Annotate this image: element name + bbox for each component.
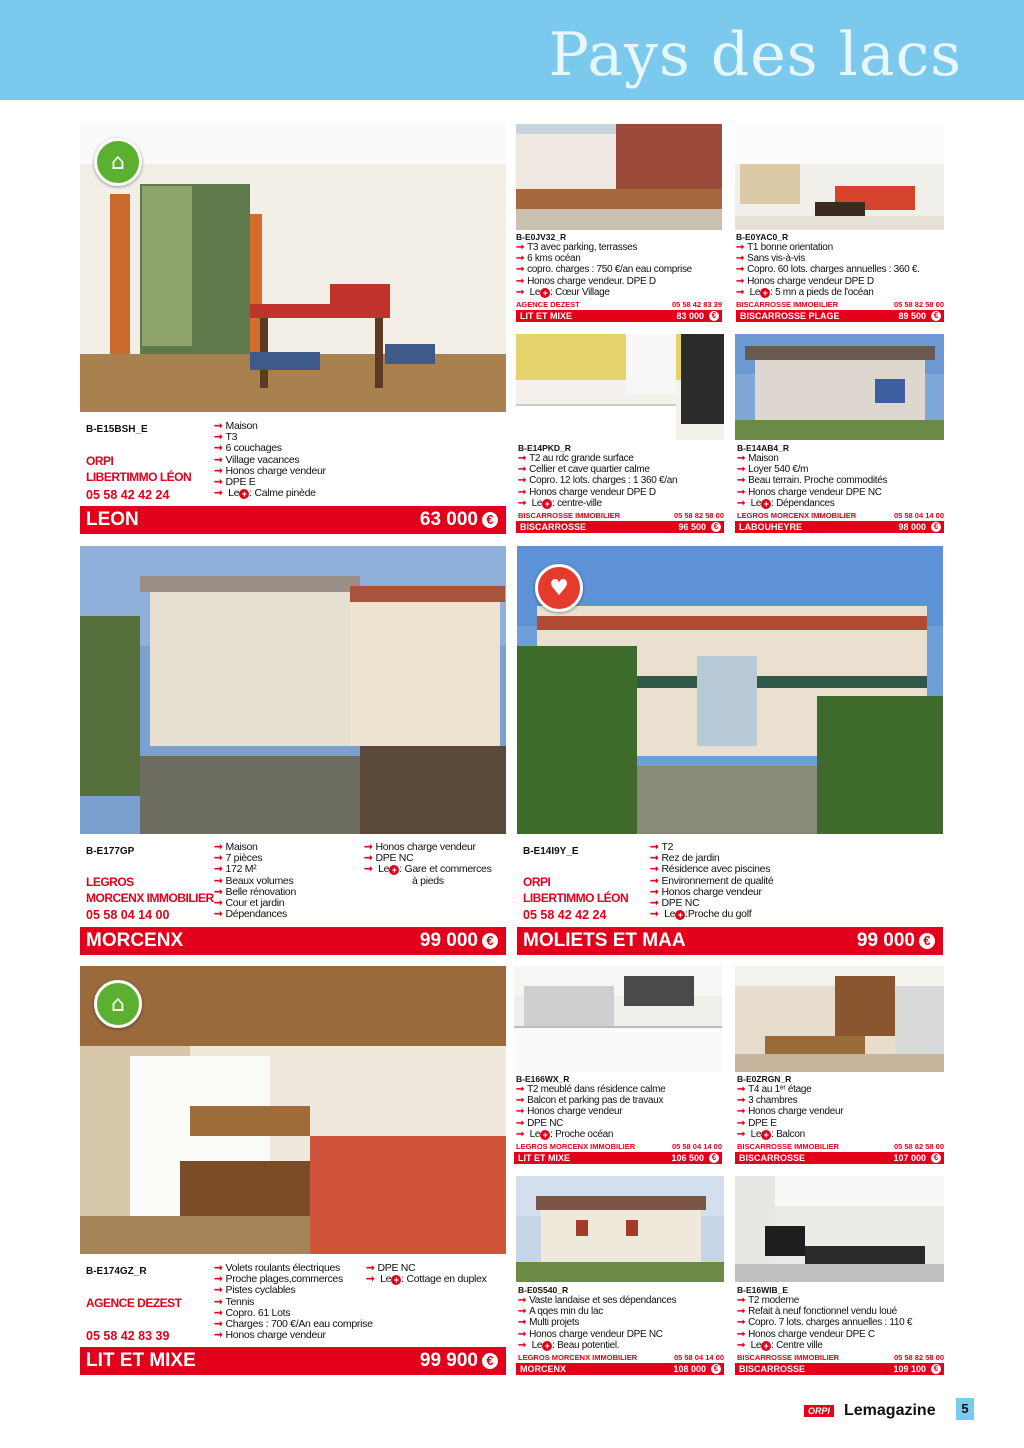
arrow-right-icon: ➞ (518, 1317, 527, 1329)
page-header (0, 0, 1024, 100)
price-bar (80, 506, 506, 534)
listing-photo-small (516, 1176, 724, 1282)
plus-circle-icon: + (391, 1275, 401, 1285)
house-heart-icon: ♥ (535, 564, 583, 612)
listing-photo-small (735, 1176, 944, 1282)
price-bar: LIT ET MIXE 106 500 € (514, 1152, 722, 1164)
listing-photo-small (735, 966, 944, 1072)
arrow-right-icon: ➞ (516, 264, 525, 276)
arrow-right-icon: ➞ (366, 1262, 375, 1274)
listing-ref: B-E15BSH_E (86, 424, 148, 435)
plus-circle-icon: + (542, 1341, 552, 1351)
arrow-right-icon: ➞ (736, 275, 745, 287)
arrow-right-icon: ➞ (518, 475, 527, 487)
agency-line: LEGROS MORCENX IMMOBILIER 05 58 04 14 00 (737, 511, 944, 520)
plus-circle-icon: + (675, 910, 685, 920)
arrow-right-icon: ➞ (516, 1084, 525, 1095)
arrow-right-icon: ➞ (364, 841, 373, 853)
listing-ref: B-E0YAC0_R (736, 232, 789, 242)
arrow-right-icon: ➞ (214, 863, 223, 876)
price-bar: LABOUHEYRE 98 000 € (735, 521, 944, 533)
arrow-right-icon: ➞ (737, 1295, 746, 1306)
arrow-right-icon: ➞ (737, 464, 746, 476)
arrow-right-icon: ➞ (214, 453, 223, 466)
plus-circle-icon: + (761, 499, 771, 509)
price: 63 000 (419, 509, 478, 530)
listing-ref: B-E0JV32_R (516, 232, 567, 242)
feature-item: ➞ DPE E (214, 476, 256, 489)
price-bar: MORCENX 99 000 € (80, 927, 506, 955)
arrow-right-icon: ➞ (214, 852, 223, 865)
arrow-right-icon: ➞ (737, 1306, 746, 1318)
arrow-right-icon: ➞ (518, 1339, 527, 1351)
arrow-right-icon: ➞ (214, 897, 223, 910)
arrow-right-icon: ➞ (518, 1306, 527, 1318)
euro-circle-icon: € (482, 512, 498, 528)
listing-ref: B-E16WIB_E (737, 1285, 789, 1295)
listing-photo-morcenx (80, 546, 506, 834)
arrow-right-icon: ➞ (516, 242, 525, 253)
arrow-right-icon: ➞ (518, 1328, 527, 1340)
arrow-right-icon: ➞ (214, 420, 223, 432)
arrow-right-icon: ➞ (737, 453, 746, 464)
feature-item: ➞ Village vacances (214, 453, 300, 466)
feature-list: ➞ Volets roulants électriques ➞ Proche plages,commerces ➞ Pistes cyclables ➞ Tennis ➞ Copro. 61 Lots ➞ Charges : 700 €/An eau comprise ➞ Honos charge vendeur (214, 1262, 373, 1342)
euro-circle-icon: € (709, 311, 719, 321)
agency-line: LEGROS MORCENX IMMOBILIER 05 58 04 14 00 (516, 1142, 722, 1151)
arrow-right-icon: ➞ (650, 885, 659, 898)
feature-list: ➞ T2 ➞ Rez de jardin ➞ Résidence avec piscines ➞ Environnement de qualité ➞ Honos charge vendeur ➞ DPE NC ➞ Le + :Proche du golf (650, 841, 774, 921)
arrow-right-icon: ➞ (650, 841, 659, 853)
agency-phone: 05 58 42 42 24 (523, 908, 607, 922)
arrow-right-icon: ➞ (214, 1262, 223, 1274)
agency-name: AGENCE DEZEST (86, 1296, 182, 1310)
agency-name: ORPI LIBERTIMMO LÉON (523, 875, 629, 905)
arrow-right-icon: ➞ (516, 1095, 525, 1107)
feature-list-secondary: ➞ DPE NC ➞ Le + : Cottage en duplex (366, 1262, 487, 1286)
plus-circle-icon: + (542, 499, 552, 509)
arrow-right-icon: ➞ (737, 1106, 746, 1118)
feature-item: ➞ Maison (214, 420, 258, 432)
arrow-right-icon: ➞ (214, 464, 223, 477)
arrow-right-icon: ➞ (736, 264, 745, 276)
arrow-right-icon: ➞ (737, 1339, 746, 1351)
feature-list: ➞ T2 au rdc grande surface ➞ Cellier et cave quartier calme ➞ Copro. 12 lots. charges : 1 360 €/an ➞ Honos charge vendeur DPE D ➞ Le + : centre-ville (518, 453, 678, 509)
listing-photo-small (516, 124, 722, 230)
listing-photo-leon (80, 124, 506, 412)
agency-line: BISCARROSSE IMMOBILIER 05 58 82 58 00 (736, 300, 944, 309)
euro-circle-icon: € (931, 1153, 941, 1163)
euro-circle-icon: € (711, 1364, 721, 1374)
arrow-right-icon: ➞ (214, 874, 223, 887)
plus-circle-icon: + (540, 1130, 550, 1140)
agency-phone: 05 58 42 42 24 (86, 488, 170, 502)
arrow-right-icon: ➞ (364, 863, 373, 876)
price-bar: MORCENX 108 000 € (516, 1363, 724, 1375)
agency-phone: 05 58 42 83 39 (86, 1329, 170, 1343)
listing-photo-small (516, 334, 724, 440)
arrow-right-icon: ➞ (736, 242, 745, 253)
arrow-right-icon: ➞ (364, 852, 373, 865)
magazine-name: Lemagazine (844, 1402, 936, 1419)
feature-list: ➞ Maison ➞ 7 pièces ➞ 172 M² ➞ Beaux volumes ➞ Belle rénovation ➞ Cour et jardin ➞ Dépendances (214, 841, 296, 921)
feature-list: ➞ Maison ➞ Loyer 540 €/m ➞ Beau terrain. Proche commodités ➞ Honos charge vendeur DPE NC ➞ Le + : Dépendances (737, 453, 888, 509)
arrow-right-icon: ➞ (736, 253, 745, 265)
arrow-right-icon: ➞ (214, 442, 223, 455)
arrow-right-icon: ➞ (516, 286, 525, 298)
agency-name: LEGROS MORCENX IMMOBILIER (86, 875, 214, 905)
listing-ref: B-E14I9Y_E (523, 846, 579, 857)
city: LEON (86, 509, 139, 530)
arrow-right-icon: ➞ (737, 1317, 746, 1329)
arrow-right-icon: ➞ (737, 1084, 746, 1095)
arrow-right-icon: ➞ (516, 275, 525, 287)
agency-name: ORPI LIBERTIMMO LÉON (86, 454, 192, 484)
euro-circle-icon: € (931, 1364, 941, 1374)
arrow-right-icon: ➞ (737, 1117, 746, 1129)
arrow-right-icon: ➞ (516, 1128, 525, 1140)
listing-photo-small (735, 124, 944, 230)
agency-line: AGENCE DEZEST 05 58 42 83 39 (516, 300, 722, 309)
price-bar: MOLIETS ET MAA 99 000 € (517, 927, 943, 955)
plus-circle-icon: + (389, 865, 399, 875)
euro-circle-icon: € (709, 1153, 719, 1163)
arrow-right-icon: ➞ (516, 1117, 525, 1129)
arrow-right-icon: ➞ (650, 897, 659, 910)
arrow-right-icon: ➞ (214, 885, 223, 898)
euro-circle-icon: € (711, 522, 721, 532)
agency-line: LEGROS MORCENX IMMOBILIER 05 58 04 14 00 (518, 1353, 724, 1362)
feature-item: ➞ Honos charge vendeur (214, 464, 326, 477)
arrow-right-icon: ➞ (518, 1295, 527, 1306)
feature-list: ➞ T3 avec parking, terrasses ➞ 6 kms océan ➞ copro. charges : 750 €/an eau comprise ➞ Honos charge vendeur. DPE D ➞ Le + : Cœur Village (516, 242, 692, 298)
arrow-right-icon: ➞ (214, 1306, 223, 1319)
arrow-right-icon: ➞ (214, 476, 223, 489)
arrow-right-icon: ➞ (736, 286, 745, 298)
arrow-right-icon: ➞ (516, 1106, 525, 1118)
arrow-right-icon: ➞ (366, 1273, 375, 1286)
listing-ref: B-E166WX_R (516, 1074, 570, 1084)
brand-logo (804, 1402, 950, 1424)
arrow-right-icon: ➞ (518, 486, 527, 498)
price-bar: BISCARROSSE 96 500 € (516, 521, 724, 533)
section-title: Pays des lacs (548, 20, 962, 90)
arrow-right-icon: ➞ (737, 486, 746, 498)
plus-circle-icon: + (540, 288, 550, 298)
plus-circle-icon: + (761, 1341, 771, 1351)
arrow-right-icon: ➞ (650, 863, 659, 876)
arrow-right-icon: ➞ (214, 841, 223, 853)
arrow-right-icon: ➞ (650, 852, 659, 865)
arrow-right-icon: ➞ (650, 908, 659, 921)
listing-ref: B-E14AB4_R (737, 443, 789, 453)
arrow-right-icon: ➞ (737, 475, 746, 487)
listing-ref: B-E14PKD_R (518, 443, 571, 453)
arrow-right-icon: ➞ (518, 464, 527, 476)
arrow-right-icon: ➞ (214, 908, 223, 921)
arrow-right-icon: ➞ (737, 497, 746, 509)
feature-item: ➞ 6 couchages (214, 442, 282, 455)
listing-photo-litetmixe (80, 966, 506, 1254)
arrow-right-icon: ➞ (737, 1328, 746, 1340)
feature-list: ➞ T2 meublé dans résidence calme ➞ Balcon et parking pas de travaux ➞ Honos charge vendeur ➞ DPE NC ➞ Le + : Proche océan (516, 1084, 666, 1140)
euro-circle-icon: € (482, 933, 498, 949)
arrow-right-icon: ➞ (518, 453, 527, 464)
feature-list-secondary: ➞ Honos charge vendeur ➞ DPE NC ➞ Le + : Gare et commerces à pieds (364, 841, 492, 887)
feature-item: ➞ T3 (214, 431, 238, 444)
listing-ref: B-E0ZRGN_R (737, 1074, 792, 1084)
price-bar: BISCARROSSE 107 000 € (735, 1152, 944, 1164)
arrow-right-icon: ➞ (214, 1329, 223, 1342)
agency-line: BISCARROSSE IMMOBILIER 05 58 82 58 00 (518, 511, 724, 520)
agency-line: BISCARROSSE IMMOBILIER 05 58 82 58 00 (737, 1142, 944, 1151)
orpi-logo: ORPI (804, 1405, 834, 1417)
arrow-right-icon: ➞ (214, 1284, 223, 1297)
arrow-right-icon: ➞ (518, 497, 527, 509)
agency-phone: 05 58 04 14 00 (86, 908, 170, 922)
listing-ref: B-E177GP (86, 846, 135, 857)
arrow-right-icon: ➞ (737, 1128, 746, 1140)
arrow-right-icon: ➞ (516, 253, 525, 265)
arrow-right-icon: ➞ (650, 874, 659, 887)
price-bar: LIT ET MIXE 83 000 € (516, 310, 722, 322)
plus-circle-icon: + (760, 288, 770, 298)
arrow-right-icon: ➞ (214, 1318, 223, 1331)
euro-circle-icon: € (931, 311, 941, 321)
feature-list: ➞ T1 bonne orientation ➞ Sans vis-à-vis ➞ Copro. 60 lots. charges annuelles : 360 €. ➞ Honos charge vendeur DPE D ➞ Le + : 5 mn a pieds de l'océan (736, 242, 920, 298)
listing-ref: B-E0S540_R (518, 1285, 569, 1295)
plus-circle-icon: + (761, 1130, 771, 1140)
price-bar: BISCARROSSE 109 100 € (735, 1363, 944, 1375)
arrow-right-icon: ➞ (737, 1095, 746, 1107)
listing-photo-moliets (517, 546, 943, 834)
arrow-right-icon: ➞ (214, 487, 223, 500)
price-bar: BISCARROSSE PLAGE 89 500 € (736, 310, 944, 322)
feature-list: ➞ T4 au 1ᵉʳ étage ➞ 3 chambres ➞ Honos charge vendeur ➞ DPE E ➞ Le + : Balcon (737, 1084, 844, 1140)
listing-ref: B-E174GZ_R (86, 1266, 147, 1277)
arrow-right-icon: ➞ (214, 1295, 223, 1308)
feature-plus: ➞ Le + : Calme pinède (214, 487, 316, 500)
page-number: 5 (956, 1398, 974, 1420)
house-leaf-icon: ⌂ (94, 138, 142, 186)
listing-photo-small (514, 966, 722, 1072)
arrow-right-icon: ➞ (214, 1273, 223, 1286)
euro-circle-icon: € (931, 522, 941, 532)
euro-circle-icon: € (919, 933, 935, 949)
plus-circle-icon: + (239, 489, 249, 499)
arrow-right-icon: ➞ (214, 431, 223, 444)
price-bar: LIT ET MIXE 99 900 € (80, 1347, 506, 1375)
euro-circle-icon: € (482, 1353, 498, 1369)
listing-photo-small (735, 334, 944, 440)
feature-list: ➞ T2 moderne ➞ Refait à neuf fonctionnel vendu loué ➞ Copro. 7 lots. charges annuelles : 110 € ➞ Honos charge vendeur DPE C ➞ Le + : Centre ville (737, 1295, 913, 1351)
agency-line: BISCARROSSE IMMOBILIER 05 58 82 58 00 (737, 1353, 944, 1362)
feature-list (214, 421, 326, 499)
feature-list: ➞ Vaste landaise et ses dépendances ➞ A qqes min du lac ➞ Multi projets ➞ Honos charge vendeur DPE NC ➞ Le + : Beau potentiel. (518, 1295, 677, 1351)
house-leaf-icon: ⌂ (94, 980, 142, 1028)
